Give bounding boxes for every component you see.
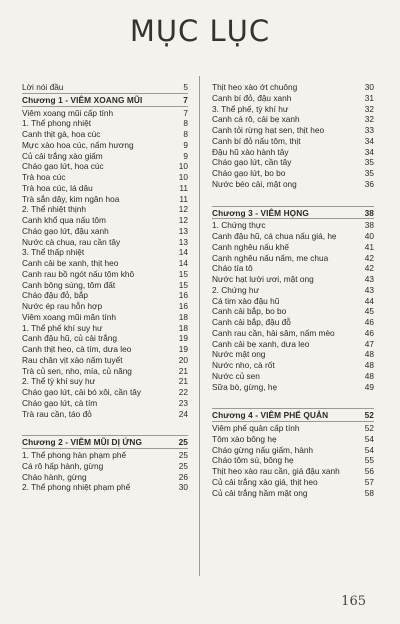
toc-entry-title: Canh cải bẹ xanh, thịt heo	[22, 258, 119, 268]
toc-entry-title: Củ cải trắng xào giá, thịt heo	[212, 476, 318, 487]
toc-entry	[212, 296, 374, 307]
toc-entry-title: Trà củ sen, nho, mía, củ năng	[22, 365, 132, 376]
toc-entry-title: Cháo gạo lứt, cải bó xôi, cần tây	[22, 387, 142, 397]
toc-entry-page: 21	[178, 376, 188, 387]
toc-entry	[212, 263, 374, 274]
toc-entry-page: 58	[364, 487, 374, 498]
chapter-rule	[22, 448, 188, 449]
toc-entry-page: 52	[364, 423, 374, 433]
toc-entry-title: Canh bông súng, tôm đất	[22, 279, 116, 290]
toc-entry-page: 20	[178, 354, 188, 365]
toc-entry	[22, 290, 188, 301]
toc-entry-title: 2. Thể phong nhiệt phạm phế	[22, 482, 131, 493]
toc-entry-page: 11	[179, 193, 188, 204]
toc-entry-page: 57	[364, 476, 374, 487]
toc-entry-page: 16	[178, 301, 188, 311]
toc-entry-title: Cháo tôm sú, bông hẹ	[212, 455, 294, 466]
toc-entry-page: 48	[364, 360, 374, 370]
toc-entry	[22, 172, 188, 183]
toc-entry-page: 23	[178, 397, 188, 408]
toc-entry-title: Canh thịt heo, cà tím, dưa leo	[22, 344, 132, 354]
toc-entry-page: 49	[364, 381, 374, 392]
toc-entry	[22, 472, 188, 483]
toc-entry-page: 32	[364, 114, 374, 125]
toc-entry-title: Trà hoa cúc, lá dâu	[22, 182, 93, 193]
toc-entry-title: Canh cải bắp, bo bo	[212, 306, 287, 317]
toc-entry-title: Canh bí đỏ nấu tôm, thịt	[212, 135, 301, 146]
toc-entry-title: 1. Chứng thực	[212, 220, 266, 231]
toc-entry	[212, 317, 374, 328]
toc-entry-title: 2. Thể tỳ khí suy hư	[22, 376, 96, 387]
toc-entry-page: 31	[364, 92, 374, 103]
toc-entry	[212, 157, 374, 168]
toc-entry	[212, 306, 374, 317]
toc-entry-title: Canh bí đỏ, đậu xanh	[212, 92, 292, 103]
toc-entry-page: 38	[364, 220, 374, 231]
toc-entry-page: 34	[364, 146, 374, 157]
toc-entry-page: 48	[364, 370, 374, 381]
toc-entry-title: Cháo gừng nấu giấm, hành	[212, 444, 314, 455]
toc-entry-title: Cá tim xào đậu hũ	[212, 295, 280, 306]
toc-entry	[22, 118, 188, 129]
toc-entry-page: 44	[364, 295, 374, 306]
toc-entry-title: Trà sắn dây, kim ngân hoa	[22, 193, 120, 204]
toc-entry-page: 22	[178, 387, 188, 397]
toc-entry-page: 9	[183, 139, 188, 150]
toc-entry-title: 3. Thể thấp nhiệt	[22, 247, 85, 258]
toc-entry-page: 35	[364, 157, 374, 168]
toc-entry	[212, 114, 374, 125]
toc-entry-page: 9	[183, 150, 188, 161]
toc-entry	[22, 183, 188, 194]
toc-entry-title: Trà hoa cúc	[22, 172, 66, 182]
toc-entry	[22, 151, 188, 162]
chapter-rule	[212, 218, 374, 219]
toc-entry	[22, 280, 188, 291]
toc-entry-page: 18	[178, 322, 188, 333]
toc-entry-title: Canh rau bồ ngót nấu tôm khô	[22, 268, 135, 279]
toc-entry-title: Sữa bò, gừng, hẹ	[212, 381, 278, 392]
toc-entry-title: Củ cải trắng xào giấm	[22, 150, 103, 161]
toc-entry	[22, 215, 188, 226]
section-spacer	[212, 392, 374, 408]
toc-entry-page: 13	[178, 225, 188, 236]
toc-entry-title: Canh khổ qua nấu tôm	[22, 215, 106, 225]
toc-entry	[212, 136, 374, 147]
toc-entry-title: Canh cải bắp, đậu đỗ	[212, 317, 291, 327]
chapter-rule	[212, 421, 374, 422]
toc-entry-page: 24	[178, 408, 188, 419]
toc-entry	[212, 285, 374, 296]
toc-right-column	[212, 82, 374, 498]
toc-entry-title: Canh đậu hũ, cá chua nấu giá, hẹ	[212, 231, 337, 241]
toc-entry-title: Viêm phế quản cấp tính	[212, 423, 300, 433]
toc-entry-title: Viêm xoang mũi mãn tính	[22, 311, 116, 322]
toc-entry-page: 30	[178, 482, 188, 493]
toc-entry-page: 19	[178, 344, 188, 354]
toc-entry-page: 40	[364, 231, 374, 241]
toc-entry-page: 12	[178, 215, 188, 225]
toc-entry	[22, 140, 188, 151]
toc-entry-page: 35	[364, 168, 374, 178]
toc-entry-page: 10	[178, 161, 188, 172]
toc-entry-page: 7	[183, 107, 188, 118]
chapter-rule	[212, 206, 374, 207]
toc-entry-page: 32	[364, 103, 374, 114]
toc-entry-title: Nước nho, cà rốt	[212, 360, 275, 370]
toc-entry-page: 18	[178, 311, 188, 322]
toc-entry-title: Canh cải bẹ xanh, dưa leo	[212, 338, 310, 349]
toc-entry-page: 12	[178, 204, 188, 215]
toc-entry-page: 38	[364, 207, 374, 218]
toc-entry	[22, 344, 188, 355]
toc-entry	[212, 242, 374, 253]
toc-entry-title: 1. Thể phong hàn phạm phế	[22, 450, 127, 460]
toc-entry-page: 11	[179, 182, 188, 193]
toc-entry	[22, 461, 188, 472]
toc-entry	[212, 168, 374, 179]
toc-entry-title: Trà rau cần, táo đỏ	[22, 408, 92, 419]
toc-entry-title: Lời nói đầu	[22, 82, 64, 92]
toc-entry	[212, 434, 374, 445]
toc-entry-title: Cháo gạo lứt, bo bo	[212, 168, 286, 178]
toc-entry	[22, 323, 188, 334]
toc-entry-page: 14	[178, 247, 188, 258]
chapter-rule	[22, 106, 188, 107]
toc-entry	[212, 466, 374, 477]
section-spacer	[22, 419, 188, 435]
toc-entry	[212, 445, 374, 456]
toc-entry-page: 36	[364, 178, 374, 189]
toc-entry-title: 1. Thể phế khí suy hư	[22, 322, 103, 333]
toc-entry-page: 33	[364, 125, 374, 135]
toc-entry-page: 15	[178, 268, 188, 279]
toc-entry	[212, 125, 374, 136]
toc-entry-page: 10	[178, 172, 188, 182]
toc-entry	[212, 360, 374, 371]
toc-entry	[22, 409, 188, 420]
toc-entry-title: Canh cá rô, cải bẹ xanh	[212, 114, 300, 125]
toc-entry-page: 13	[178, 236, 188, 247]
toc-entry-title: Cháo gạo lứt, cà tím	[22, 397, 98, 408]
toc-entry	[22, 247, 188, 258]
toc-entry	[212, 477, 374, 488]
toc-entry-title: Cháo hành, gừng	[22, 471, 87, 482]
toc-entry	[22, 366, 188, 377]
toc-entry-title: Nước cà chua, rau cần tây	[22, 236, 121, 247]
toc-entry	[22, 376, 188, 387]
toc-entry-page: 52	[364, 410, 374, 421]
toc-entry	[212, 231, 374, 242]
toc-entry-title: Củ cải trắng hầm mật ong	[212, 487, 308, 498]
toc-entry-page: 7	[183, 94, 188, 105]
toc-entry	[22, 269, 188, 280]
toc-entry	[22, 194, 188, 205]
column-divider	[199, 76, 200, 576]
toc-entry-page: 54	[364, 444, 374, 455]
toc-entry	[212, 371, 374, 382]
toc-entry	[22, 301, 188, 312]
page-title: MỤC LỤC	[129, 14, 271, 48]
toc-entry-title: Mực xào hoa cúc, nấm hương	[22, 139, 134, 150]
toc-chapter-heading	[22, 437, 188, 448]
toc-entry-page: 46	[364, 327, 374, 338]
toc-entry-title: Nước hạt lười ươi, mật ong	[212, 274, 314, 284]
toc-entry	[22, 108, 188, 119]
toc-entry-page: 19	[178, 333, 188, 344]
toc-entry-page: 43	[364, 274, 374, 284]
toc-left-column	[22, 82, 188, 493]
toc-entry	[22, 129, 188, 140]
toc-entry-page: 48	[364, 349, 374, 360]
toc-entry-title: Canh nghêu nấu nấm, me chua	[212, 252, 329, 263]
toc-entry-title: Canh đậu hũ, củ cải trắng	[22, 333, 118, 344]
toc-entry-title: Viêm xoang mũi cấp tính	[22, 107, 114, 118]
toc-entry-page: 45	[364, 306, 374, 317]
toc-entry-title: Cháo gạo lứt, hoa cúc	[22, 161, 104, 172]
toc-entry-title: Đậu hũ xào hành tây	[212, 146, 289, 157]
toc-entry-title: Nước béo cải, mật ong	[212, 178, 297, 189]
toc-entry	[22, 161, 188, 172]
toc-entry	[22, 312, 188, 323]
toc-entry-title: Nước mật ong	[212, 349, 266, 360]
toc-entry-title: 1. Thể phong nhiệt	[22, 118, 92, 129]
toc-entry	[212, 488, 374, 499]
toc-entry	[22, 333, 188, 344]
toc-entry-title: Cháo đậu đỏ, bắp	[22, 290, 88, 301]
toc-entry-page: 43	[364, 284, 374, 295]
chapter-rule	[22, 93, 188, 94]
toc-entry-page: 25	[178, 437, 188, 448]
toc-entry-title: Cháo tía tô	[212, 263, 253, 274]
toc-entry-title: Nước củ sen	[212, 370, 260, 381]
toc-entry	[22, 355, 188, 366]
toc-entry-page: 42	[364, 252, 374, 263]
toc-entry-page: 41	[364, 241, 374, 252]
toc-entry-title: Chương 1 - VIÊM XOANG MŨI	[22, 94, 143, 105]
toc-entry-title: Canh tỏi rừng hạt sen, thịt heo	[212, 125, 325, 135]
toc-entry-page: 14	[178, 258, 188, 268]
toc-chapter-heading	[212, 208, 374, 219]
toc-chapter-heading	[22, 95, 188, 106]
toc-entry-title: Canh rau cần, hải sâm, nấm mèo	[212, 327, 335, 338]
toc-entry-title: Cháo gạo lứt, đậu xanh	[22, 225, 109, 236]
toc-entry-page: 34	[364, 135, 374, 146]
toc-entry	[212, 328, 374, 339]
toc-entry-page: 46	[364, 317, 374, 327]
toc-entry	[22, 226, 188, 237]
toc-entry	[212, 179, 374, 190]
toc-entry-page: 56	[364, 466, 374, 476]
toc-entry-page: 8	[183, 129, 188, 139]
toc-entry	[212, 423, 374, 434]
toc-entry-title: Canh thịt gà, hoa cúc	[22, 129, 101, 139]
toc-entry-title: Chương 2 - VIÊM MŨI DỊ ỨNG	[22, 437, 143, 448]
toc-entry-page: 42	[364, 263, 374, 274]
toc-entry-page: 30	[364, 82, 374, 92]
toc-entry	[22, 482, 188, 493]
toc-entry-title: Rau chân vịt xào nấm tuyết	[22, 354, 123, 365]
toc-entry-title: Canh nghêu nấu khế	[212, 241, 290, 252]
toc-entry-title: Chương 3 - VIÊM HỌNG	[212, 207, 309, 218]
toc-entry-title: 3. Thể phế, tỳ khí hư	[212, 103, 289, 114]
toc-entry-page: 15	[178, 279, 188, 290]
toc-entry	[212, 82, 374, 93]
toc-entry-title: Tôm xào bông hẹ	[212, 433, 277, 444]
toc-entry	[212, 220, 374, 231]
section-spacer	[212, 190, 374, 206]
toc-entry-title: Chương 4 - VIÊM PHẾ QUẢN	[212, 410, 329, 421]
toc-entry-title: Cá rô hấp hành, gừng	[22, 460, 104, 471]
toc-entry-title: Cháo gạo lứt, cần tây	[212, 157, 292, 168]
toc-entry	[22, 258, 188, 269]
toc-entry-page: 21	[178, 365, 188, 376]
toc-entry	[212, 382, 374, 393]
toc-entry	[212, 339, 374, 350]
toc-entry-page: 26	[178, 471, 188, 482]
toc-entry	[22, 398, 188, 409]
toc-entry-page: 16	[178, 290, 188, 301]
toc-entry-title: Thịt heo xào ớt chuông	[212, 82, 298, 92]
toc-entry-title: 2. Thể nhiệt thịnh	[22, 204, 86, 215]
page-number: 165	[341, 594, 366, 609]
toc-entry-page: 47	[364, 338, 374, 349]
toc-entry	[212, 253, 374, 264]
toc-entry-page: 54	[364, 433, 374, 444]
toc-entry-page: 25	[178, 450, 188, 460]
toc-entry-title: 2. Chứng hư	[212, 284, 260, 295]
toc-entry	[22, 237, 188, 248]
toc-entry	[212, 93, 374, 104]
toc-entry	[22, 204, 188, 215]
toc-entry	[212, 349, 374, 360]
toc-entry	[212, 274, 374, 285]
toc-entry-page: 8	[183, 118, 188, 129]
toc-entry-page: 25	[178, 460, 188, 471]
toc-entry-page: 55	[364, 455, 374, 466]
toc-entry	[212, 104, 374, 115]
toc-entry	[22, 450, 188, 461]
toc-chapter-heading	[212, 410, 374, 421]
toc-entry-title: Nước ép rau hỗn hợp	[22, 301, 103, 311]
toc-entry	[22, 82, 188, 93]
toc-entry	[22, 387, 188, 398]
toc-entry-page: 5	[183, 82, 188, 92]
toc-entry	[212, 455, 374, 466]
toc-entry-title: Thịt heo xào rau cần, giá đậu xanh	[212, 466, 340, 476]
toc-entry	[212, 147, 374, 158]
